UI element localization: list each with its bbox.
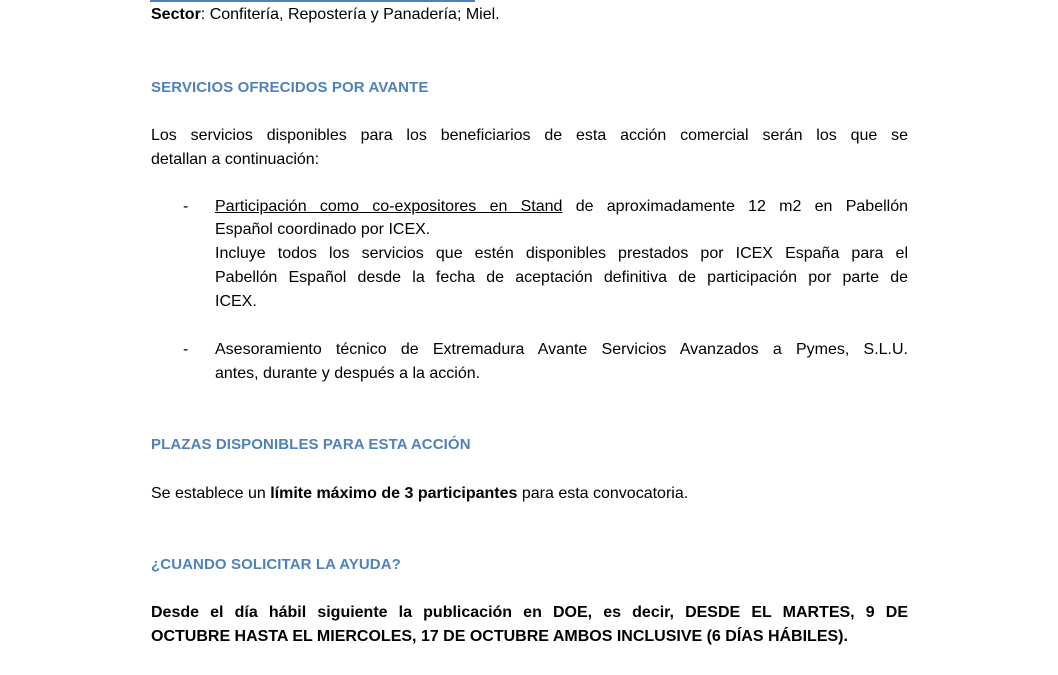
when-line1: Desde el día hábil siguiente la publicación en DOE, es decir, DESDE EL MARTES, 9 DE — [151, 604, 908, 621]
sector-line — [151, 5, 500, 25]
service-item1-line1 — [215, 197, 908, 217]
service-item1-line5: ICEX. — [215, 293, 257, 310]
places-text — [151, 484, 688, 504]
service-item1-line4: Pabellón Español desde la fecha de aceptación definitiva de participación por parte de — [215, 269, 908, 286]
list-dash-2: - — [183, 341, 189, 358]
service-item1-line2: Español coordinado por ICEX. — [215, 221, 431, 238]
list-dash-1: - — [183, 198, 189, 215]
services-intro-line1: Los servicios disponibles para los beneficiarios de esta acción comercial serán los que se — [151, 127, 908, 144]
service-item1-underlined: Participación como co-expositores en Stand — [215, 198, 563, 215]
service-item2-line1: Asesoramiento técnico de Extremadura Avante Servicios Avanzados a Pymes, S.L.U. — [215, 341, 908, 358]
places-limit: límite máximo de 3 participantes — [270, 485, 518, 502]
sector-label: Sector — [151, 6, 201, 23]
places-heading: PLAZAS DISPONIBLES PARA ESTA ACCIÓN — [151, 436, 471, 453]
places-text-after: para esta convocatoria. — [517, 485, 689, 502]
when-heading: ¿CUANDO SOLICITAR LA AYUDA? — [151, 556, 401, 573]
service-item1-rest: de aproximadamente 12 m2 en Pabellón — [562, 198, 908, 215]
places-text-before: Se establece un — [151, 485, 271, 502]
sector-value: : Confitería, Repostería y Panadería; Miel. — [200, 6, 500, 23]
services-heading: SERVICIOS OFRECIDOS POR AVANTE — [151, 79, 429, 96]
when-line2: OCTUBRE HASTA EL MIERCOLES, 17 DE OCTUBRE AMBOS INCLUSIVE (6 DÍAS HÁBILES). — [151, 628, 848, 645]
services-intro-line2: detallan a continuación: — [151, 151, 320, 168]
top-rule — [150, 0, 475, 2]
service-item1-line3: Incluye todos los servicios que estén disponibles prestados por ICEX España para el — [215, 245, 908, 262]
service-item2-line2: antes, durante y después a la acción. — [215, 365, 481, 382]
